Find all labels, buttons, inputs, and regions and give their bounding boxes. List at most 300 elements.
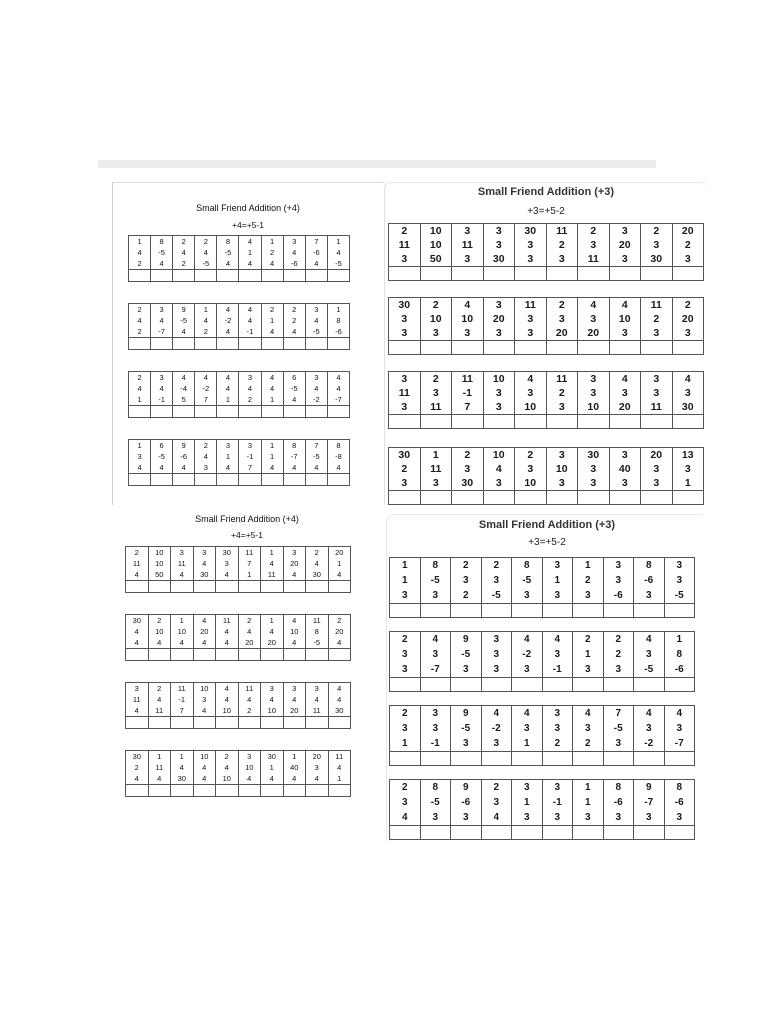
number-cell: 11 [238,683,261,695]
number-cell: 13 [672,448,704,463]
answer-cell[interactable] [546,341,578,355]
answer-cell[interactable] [609,267,641,281]
answer-cell[interactable] [641,341,673,355]
answer-cell[interactable] [512,826,543,840]
answer-cell[interactable] [542,604,573,618]
answer-row [389,491,704,505]
answer-cell[interactable] [217,338,239,350]
answer-cell[interactable] [664,752,695,766]
number-row [389,238,704,252]
problem-grid [389,705,695,766]
answer-cell[interactable] [481,752,512,766]
answer-cell[interactable] [542,826,573,840]
answer-cell[interactable] [126,581,149,593]
answer-cell[interactable] [306,717,329,729]
number-cell: 3 [420,721,451,736]
answer-row [389,341,704,355]
answer-row [126,717,351,729]
answer-cell[interactable] [389,341,421,355]
answer-cell[interactable] [261,474,283,486]
number-cell: 3 [578,386,610,400]
number-cell: 4 [261,372,283,384]
answer-cell[interactable] [239,338,261,350]
answer-cell[interactable] [634,826,665,840]
number-cell: 20 [609,238,641,252]
number-cell: 3 [420,386,452,400]
answer-cell[interactable] [578,415,610,429]
number-cell: 20 [261,637,284,649]
answer-cell[interactable] [390,752,421,766]
number-cell: 1 [573,558,604,574]
answer-cell[interactable] [327,270,349,282]
answer-cell[interactable] [512,678,543,692]
number-cell: 3 [573,588,604,604]
answer-row [390,752,695,766]
number-cell: 30 [216,547,239,559]
answer-cell[interactable] [283,581,306,593]
number-cell: 7 [195,394,217,406]
number-cell: 1 [328,773,351,785]
answer-cell[interactable] [672,341,704,355]
number-cell: 3 [239,440,261,452]
answer-cell[interactable] [129,474,151,486]
answer-cell[interactable] [305,270,327,282]
answer-cell[interactable] [327,406,349,418]
number-cell: 4 [328,762,351,773]
answer-row [129,338,350,350]
number-cell: 1 [542,573,573,588]
answer-cell[interactable] [420,826,451,840]
number-cell: 1 [261,236,283,248]
answer-cell[interactable] [151,474,173,486]
number-cell: 11 [238,547,261,559]
number-cell: 3 [578,476,610,491]
answer-cell[interactable] [578,341,610,355]
number-cell: 3 [672,252,704,267]
answer-cell[interactable] [195,474,217,486]
answer-cell[interactable] [306,785,329,797]
number-cell: 1 [148,751,171,763]
number-cell: 2 [641,224,673,239]
answer-cell[interactable] [634,752,665,766]
number-cell: 30 [483,252,515,267]
number-cell: 2 [546,238,578,252]
number-cell: 3 [641,326,673,341]
number-cell: 11 [641,400,673,415]
number-cell: 3 [641,462,673,476]
answer-cell[interactable] [609,415,641,429]
number-cell: 8 [420,780,451,796]
number-cell: 4 [578,298,610,313]
number-cell: 10 [515,400,547,415]
answer-cell[interactable] [239,406,261,418]
answer-cell[interactable] [216,649,239,661]
answer-cell[interactable] [603,604,634,618]
problem-grid [125,614,351,661]
number-cell: 3 [542,780,573,796]
number-cell: 3 [171,547,194,559]
number-cell: -1 [542,795,573,810]
answer-cell[interactable] [261,270,283,282]
answer-cell[interactable] [603,752,634,766]
answer-cell[interactable] [328,649,351,661]
number-cell: 11 [546,224,578,239]
number-cell: 10 [238,762,261,773]
answer-cell[interactable] [328,581,351,593]
number-cell: -5 [420,795,451,810]
answer-cell[interactable] [542,752,573,766]
number-row [126,547,351,559]
answer-cell[interactable] [216,785,239,797]
number-cell: 4 [305,462,327,474]
number-cell: -5 [512,573,543,588]
answer-cell[interactable] [283,474,305,486]
answer-cell[interactable] [238,717,261,729]
answer-cell[interactable] [641,415,673,429]
answer-row [126,649,351,661]
number-cell: 4 [328,637,351,649]
answer-cell[interactable] [195,406,217,418]
answer-cell[interactable] [390,826,421,840]
number-cell: 4 [238,773,261,785]
number-cell: 1 [512,795,543,810]
number-cell: 3 [609,448,641,463]
answer-cell[interactable] [151,270,173,282]
number-cell: 11 [126,558,149,569]
answer-cell[interactable] [193,717,216,729]
answer-cell[interactable] [193,581,216,593]
answer-cell[interactable] [483,415,515,429]
answer-cell[interactable] [420,604,451,618]
answer-cell[interactable] [515,341,547,355]
number-cell: 11 [420,462,452,476]
answer-cell[interactable] [451,826,482,840]
answer-cell[interactable] [173,406,195,418]
number-cell: -5 [173,315,195,326]
answer-cell[interactable] [641,491,673,505]
answer-cell[interactable] [195,338,217,350]
answer-cell[interactable] [173,270,195,282]
number-cell: 4 [305,258,327,270]
answer-cell[interactable] [634,678,665,692]
answer-cell[interactable] [609,491,641,505]
answer-cell[interactable] [389,491,421,505]
number-row [390,706,695,722]
number-cell: 4 [239,236,261,248]
answer-cell[interactable] [305,474,327,486]
number-cell: 4 [542,632,573,648]
number-row [389,448,704,463]
answer-cell[interactable] [193,649,216,661]
answer-cell[interactable] [672,267,704,281]
answer-cell[interactable] [420,752,451,766]
number-cell: 3 [634,588,665,604]
answer-cell[interactable] [327,474,349,486]
number-cell: 2 [641,312,673,326]
number-cell: 2 [390,632,421,648]
number-cell: 3 [452,252,484,267]
answer-cell[interactable] [483,491,515,505]
number-cell: 4 [171,569,194,581]
number-cell: 4 [216,762,239,773]
number-cell: -5 [283,383,305,394]
answer-cell[interactable] [420,415,452,429]
answer-cell[interactable] [634,604,665,618]
number-cell: 2 [389,462,421,476]
number-cell: 11 [148,762,171,773]
answer-cell[interactable] [126,785,149,797]
problem-grid [128,439,350,486]
number-cell: 2 [452,448,484,463]
number-row [390,573,695,588]
answer-cell[interactable] [664,826,695,840]
number-cell: 3 [672,462,704,476]
answer-cell[interactable] [129,270,151,282]
answer-cell[interactable] [672,491,704,505]
number-cell: 4 [305,383,327,394]
answer-cell[interactable] [452,341,484,355]
answer-cell[interactable] [546,491,578,505]
number-cell: 3 [515,238,547,252]
answer-cell[interactable] [451,752,482,766]
answer-cell[interactable] [452,415,484,429]
answer-cell[interactable] [327,338,349,350]
answer-cell[interactable] [129,338,151,350]
answer-cell[interactable] [216,717,239,729]
number-cell: -5 [481,588,512,604]
answer-cell[interactable] [193,785,216,797]
answer-cell[interactable] [173,338,195,350]
worksheet-title: Small Friend Addition (+4) [195,514,299,524]
answer-cell[interactable] [420,491,452,505]
answer-cell[interactable] [420,267,452,281]
number-cell: 8 [327,440,349,452]
answer-cell[interactable] [171,717,194,729]
answer-cell[interactable] [261,785,284,797]
answer-cell[interactable] [305,338,327,350]
number-cell: 2 [173,236,195,248]
number-cell: 3 [452,462,484,476]
number-cell: -7 [283,451,305,462]
number-cell: -7 [420,662,451,678]
number-cell: 11 [148,705,171,717]
number-cell: 30 [193,569,216,581]
answer-cell[interactable] [481,826,512,840]
answer-cell[interactable] [283,785,306,797]
number-cell: 2 [261,304,283,316]
answer-cell[interactable] [609,341,641,355]
answer-cell[interactable] [573,678,604,692]
number-cell: 2 [481,780,512,796]
answer-cell[interactable] [239,474,261,486]
answer-cell[interactable] [452,491,484,505]
answer-cell[interactable] [603,826,634,840]
number-cell: -6 [283,258,305,270]
answer-cell[interactable] [126,649,149,661]
answer-cell[interactable] [148,581,171,593]
number-row [390,647,695,662]
number-row [129,304,350,316]
answer-cell[interactable] [239,270,261,282]
answer-cell[interactable] [515,267,547,281]
answer-cell[interactable] [389,267,421,281]
number-row [390,736,695,752]
answer-cell[interactable] [217,406,239,418]
number-cell: 4 [261,258,283,270]
answer-cell[interactable] [390,604,421,618]
answer-cell[interactable] [148,717,171,729]
answer-cell[interactable] [483,267,515,281]
answer-cell[interactable] [305,406,327,418]
number-cell: 3 [603,810,634,826]
number-cell: 3 [664,810,695,826]
answer-cell[interactable] [390,678,421,692]
answer-cell[interactable] [451,604,482,618]
answer-cell[interactable] [173,474,195,486]
number-cell: 4 [129,383,151,394]
answer-cell[interactable] [451,678,482,692]
answer-cell[interactable] [261,581,284,593]
number-cell: 3 [664,721,695,736]
answer-cell[interactable] [126,717,149,729]
answer-cell[interactable] [306,581,329,593]
number-cell: 3 [512,588,543,604]
answer-cell[interactable] [171,649,194,661]
answer-row [389,267,704,281]
number-cell: 30 [126,615,149,627]
number-cell: 7 [239,462,261,474]
number-cell: 2 [129,304,151,316]
answer-cell[interactable] [664,678,695,692]
answer-cell[interactable] [546,415,578,429]
answer-row [390,826,695,840]
answer-cell[interactable] [306,649,329,661]
answer-cell[interactable] [283,649,306,661]
answer-cell[interactable] [238,785,261,797]
answer-cell[interactable] [261,717,284,729]
number-row [126,751,351,763]
number-cell: 10 [483,448,515,463]
number-cell: 11 [578,252,610,267]
answer-cell[interactable] [578,491,610,505]
answer-cell[interactable] [578,267,610,281]
answer-cell[interactable] [420,678,451,692]
answer-cell[interactable] [217,474,239,486]
answer-cell[interactable] [481,678,512,692]
answer-cell[interactable] [148,785,171,797]
number-cell: 2 [515,448,547,463]
number-row [129,440,350,452]
answer-cell[interactable] [452,267,484,281]
number-cell: 4 [664,706,695,722]
answer-cell[interactable] [573,752,604,766]
answer-cell[interactable] [217,270,239,282]
answer-cell[interactable] [328,717,351,729]
answer-cell[interactable] [603,678,634,692]
number-cell: 1 [129,236,151,248]
number-row [390,662,695,678]
number-cell: 30 [328,705,351,717]
answer-cell[interactable] [129,406,151,418]
number-cell: 3 [126,683,149,695]
answer-cell[interactable] [171,581,194,593]
answer-cell[interactable] [216,581,239,593]
answer-cell[interactable] [389,415,421,429]
number-cell: 4 [327,383,349,394]
number-cell: 4 [216,626,239,637]
answer-cell[interactable] [512,752,543,766]
answer-cell[interactable] [171,785,194,797]
answer-cell[interactable] [283,717,306,729]
answer-cell[interactable] [238,649,261,661]
number-cell: 11 [389,238,421,252]
number-row [129,383,350,394]
number-cell: 2 [542,736,573,752]
number-cell: 4 [217,326,239,338]
answer-cell[interactable] [261,338,283,350]
number-cell: 4 [217,383,239,394]
number-cell: 3 [390,647,421,662]
number-cell: 7 [305,440,327,452]
number-cell: 4 [573,706,604,722]
answer-cell[interactable] [512,604,543,618]
answer-cell[interactable] [573,604,604,618]
answer-cell[interactable] [542,678,573,692]
answer-cell[interactable] [261,406,283,418]
problem-grid [388,223,704,281]
number-row [129,315,350,326]
answer-cell[interactable] [664,604,695,618]
number-cell: -5 [306,637,329,649]
number-cell: 1 [261,547,284,559]
answer-cell[interactable] [515,491,547,505]
answer-cell[interactable] [546,267,578,281]
number-cell: 9 [173,304,195,316]
number-cell: 4 [148,637,171,649]
answer-cell[interactable] [261,649,284,661]
number-cell: 4 [609,298,641,313]
number-cell: 11 [328,751,351,763]
answer-cell[interactable] [515,415,547,429]
number-cell: 3 [305,304,327,316]
number-cell: 10 [420,238,452,252]
answer-cell[interactable] [672,415,704,429]
number-cell: 3 [483,326,515,341]
number-cell: -5 [603,721,634,736]
number-cell: 4 [261,773,284,785]
answer-cell[interactable] [151,406,173,418]
answer-cell[interactable] [481,604,512,618]
number-cell: 3 [389,312,421,326]
answer-cell[interactable] [148,649,171,661]
number-cell: 3 [512,662,543,678]
answer-cell[interactable] [283,270,305,282]
number-cell: 7 [603,706,634,722]
number-cell: 30 [389,448,421,463]
answer-cell[interactable] [151,338,173,350]
answer-cell[interactable] [328,785,351,797]
answer-cell[interactable] [283,338,305,350]
answer-cell[interactable] [195,270,217,282]
answer-cell[interactable] [483,341,515,355]
answer-cell[interactable] [641,267,673,281]
number-cell: 30 [578,448,610,463]
answer-cell[interactable] [238,581,261,593]
answer-cell[interactable] [573,826,604,840]
answer-cell[interactable] [283,406,305,418]
answer-cell[interactable] [420,341,452,355]
number-row [126,626,351,637]
